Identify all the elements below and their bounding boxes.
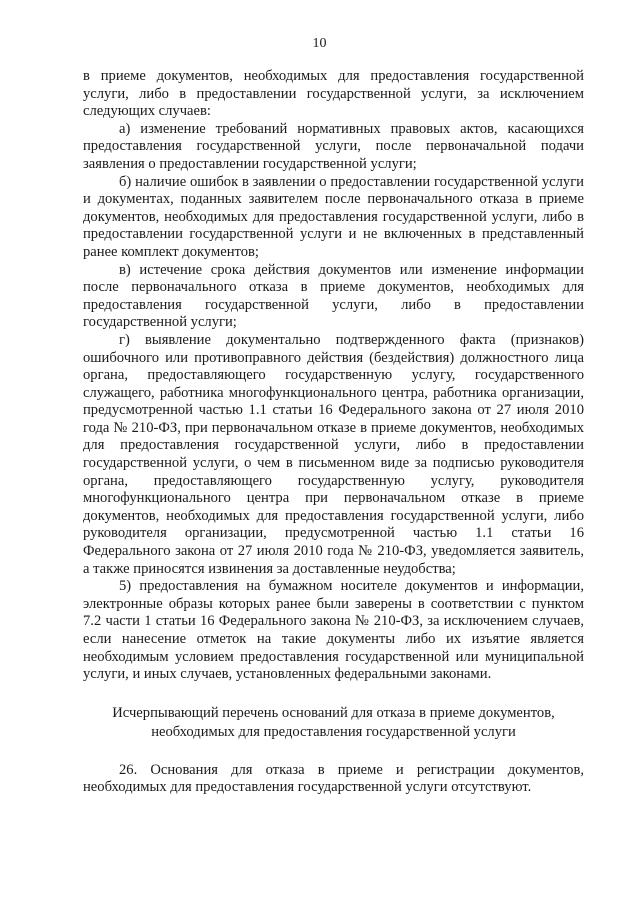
document-body <box>83 68 584 797</box>
section-heading: Исчерпывающий перечень оснований для отказа в приеме документов, необходимых для предоставления государственной услуги <box>112 704 555 740</box>
paragraph-item-a: а) изменение требований нормативных правовых актов, касающихся предоставления государственной услуги, после первоначальной подачи заявления о предоставлении государственной услуги; <box>83 120 584 172</box>
page-number: 10 <box>312 36 327 51</box>
paragraph-item-b: б) наличие ошибок в заявлении о предоставлении государственной услуги и документах, поданных заявителем после первоначального отказа в приеме документов, необходимых для предоставления государственной услуги, либо в предоставлении государственной услуги и не включенных в представленный ранее комплект документов; <box>83 173 584 260</box>
paragraph-item-5: 5) предоставления на бумажном носителе документов и информации, электронные образы которых ранее были заверены в соответствии с пунктом 7.2 части 1 статьи 16 Федерального закона № 210-ФЗ, за исключением случаев, если нанесение отметок на такие документы либо их изъятие является необходимым условием предоставления государственной или муниципальной услуги, и иных случаев, установленных федеральными законами. <box>83 578 584 683</box>
paragraph-item-26: 26. Основания для отказа в приеме и регистрации документов, необходимых для предоставления государственной услуги отсутствуют. <box>83 761 584 796</box>
paragraph-item-v: в) истечение срока действия документов или изменение информации после первоначального отказа в приеме документов, необходимых для предоставления государственной услуги, либо в предоставлении государственной услуги; <box>83 261 584 331</box>
paragraph-item-g: г) выявление документально подтвержденного факта (признаков) ошибочного или противоправного действия (бездействия) должностного лица органа, предоставляющего государственную услугу, государственного служащего, работника многофункционального центра, работника организации, предусмотренной частью 1.1 статьи 16 Федерального закона от 27 июля 2010 года № 210-ФЗ, при первоначальном отказе в приеме документов, необходимых для предоставления государственной услуги, либо в предоставлении государственной услуги, о чем в письменном виде за подписью руководителя органа, предоставляющего государственную услугу, руководителя многофункционального центра при первоначальном отказе в приеме документов, необходимых для предоставления государственной услуги, либо руководителя организации, предусмотренной частью 1.1 статьи 16 Федерального закона от 27 июля 2010 года № 210-ФЗ, уведомляется заявитель, а также приносятся извинения за доставленные неудобства; <box>83 331 584 577</box>
spacer <box>83 742 584 762</box>
paragraph-continuation: в приеме документов, необходимых для предоставления государственной услуги, либо в предоставлении государственной услуги, за исключением следующих случаев: <box>83 68 584 120</box>
